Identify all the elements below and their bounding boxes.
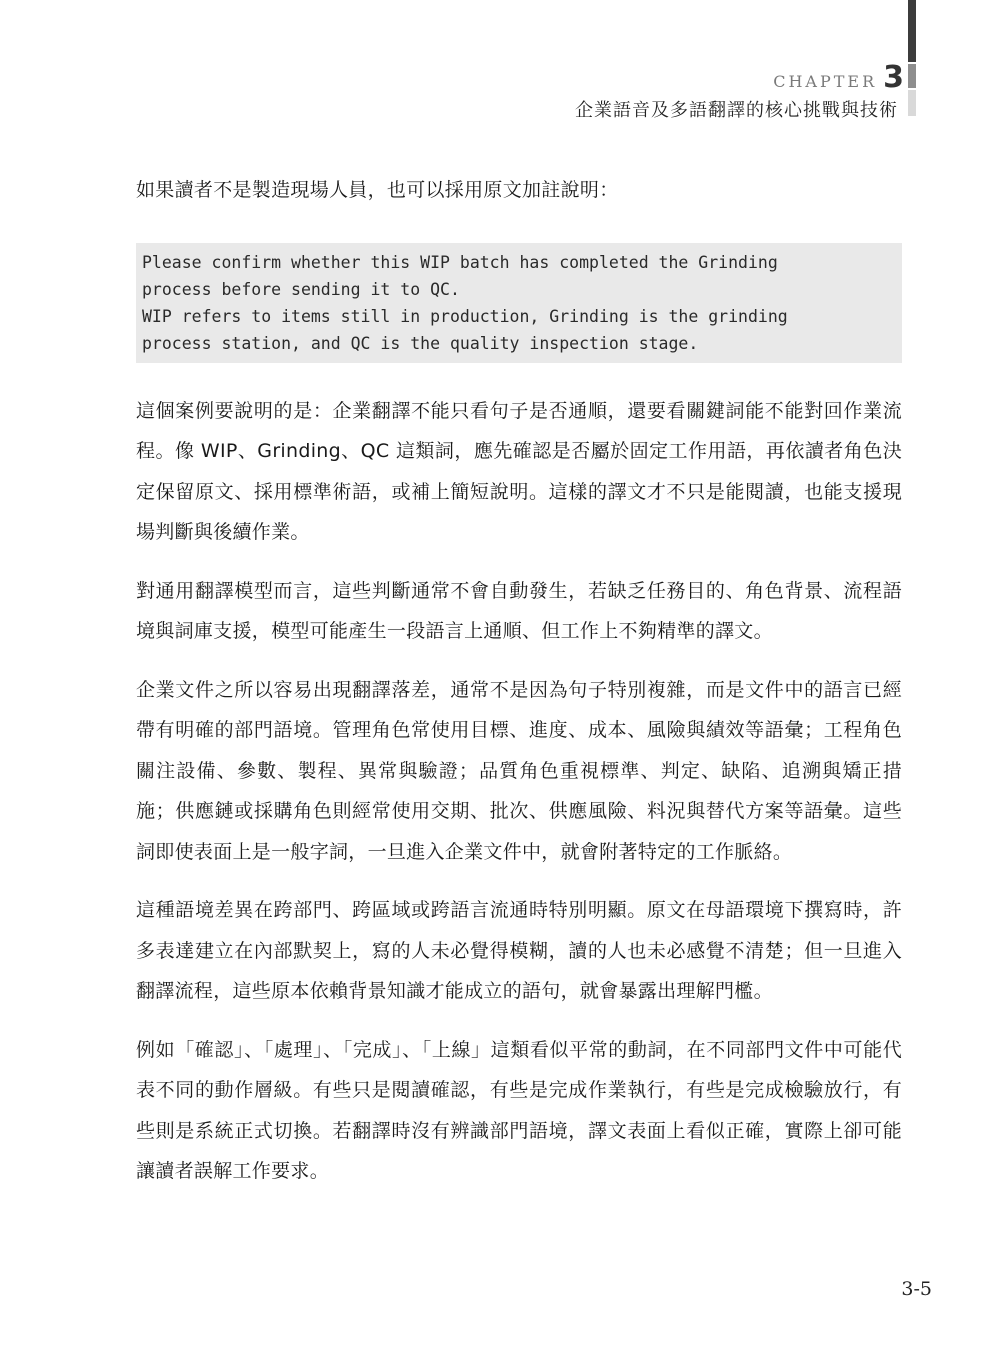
body-paragraph: 企業文件之所以容易出現翻譯落差，通常不是因為句子特別複雜，而是文件中的語言已經帶有明確的部門語境。管理角色常使用目標、進度、成本、風險與績效等語彙；工程角色關注設備、參數、製程、異常與驗證；品質角色重視標準、判定、缺陷、追溯與矯正措施；供應鏈或採購角色則經常使用交期、批次、供應風險、料況與替代方案等語彙。這些詞即使表面上是一般字詞，一旦進入企業文件中，就會附著特定的工作脈絡。 <box>136 678 902 863</box>
chapter-tab-bar-dark <box>908 0 916 62</box>
body-paragraph: 這種語境差異在跨部門、跨區域或跨語言流通時特別明顯。原文在母語環境下撰寫時，許多表達建立在內部默契上，寫的人未必覺得模糊，讀的人也未必感覺不清楚；但一旦進入翻譯流程，這些原本依賴背景知識才能成立的語句，就會暴露出理解門檻。 <box>136 899 902 1002</box>
page-content <box>136 170 902 1192</box>
body-paragraph: 對通用翻譯模型而言，這些判斷通常不會自動發生，若缺乏任務目的、角色背景、流程語境與詞庫支援，模型可能產生一段語言上通順、但工作上不夠精準的譯文。 <box>136 579 902 642</box>
chapter-label <box>773 60 904 95</box>
page-number: 3-5 <box>901 1278 932 1300</box>
chapter-word: CHAPTER <box>773 72 878 91</box>
chapter-number: 3 <box>883 60 904 95</box>
chapter-tab-bar-light <box>908 90 916 116</box>
chapter-title: 企業語音及多語翻譯的核心挑戰與技術 <box>575 100 898 121</box>
code-line: process before sending it to QC. <box>142 279 460 299</box>
code-line: Please confirm whether this WIP batch has completed the Grinding <box>142 252 778 272</box>
body-paragraph: 這個案例要說明的是：企業翻譯不能只看句子是否通順，還要看關鍵詞能不能對回作業流程。像 WIP、Grinding、QC 這類詞，應先確認是否屬於固定工作用語，再依讀者角色決定保留原文、採用標準術語，或補上簡短說明。這樣的譯文才不只是能閱讀，也能支援現場判斷與後續作業。 <box>136 399 902 543</box>
chapter-tab-bars <box>908 0 918 118</box>
code-line: process station, and QC is the quality inspection stage. <box>142 333 699 353</box>
body-paragraph: 例如「確認」、「處理」、「完成」、「上線」這類看似平常的動詞，在不同部門文件中可能代表不同的動作層級。有些只是閱讀確認，有些是完成作業執行，有些是完成檢驗放行，有些則是系統正式切換。若翻譯時沒有辨識部門語境，譯文表面上看似正確，實際上卻可能讓讀者誤解工作要求。 <box>136 1038 902 1182</box>
chapter-tab-bar-mid <box>908 64 916 88</box>
intro-paragraph: 如果讀者不是製造現場人員，也可以採用原文加註說明： <box>136 179 619 201</box>
code-example <box>136 243 902 363</box>
code-line: WIP refers to items still in production, Grinding is the grinding <box>142 306 788 326</box>
